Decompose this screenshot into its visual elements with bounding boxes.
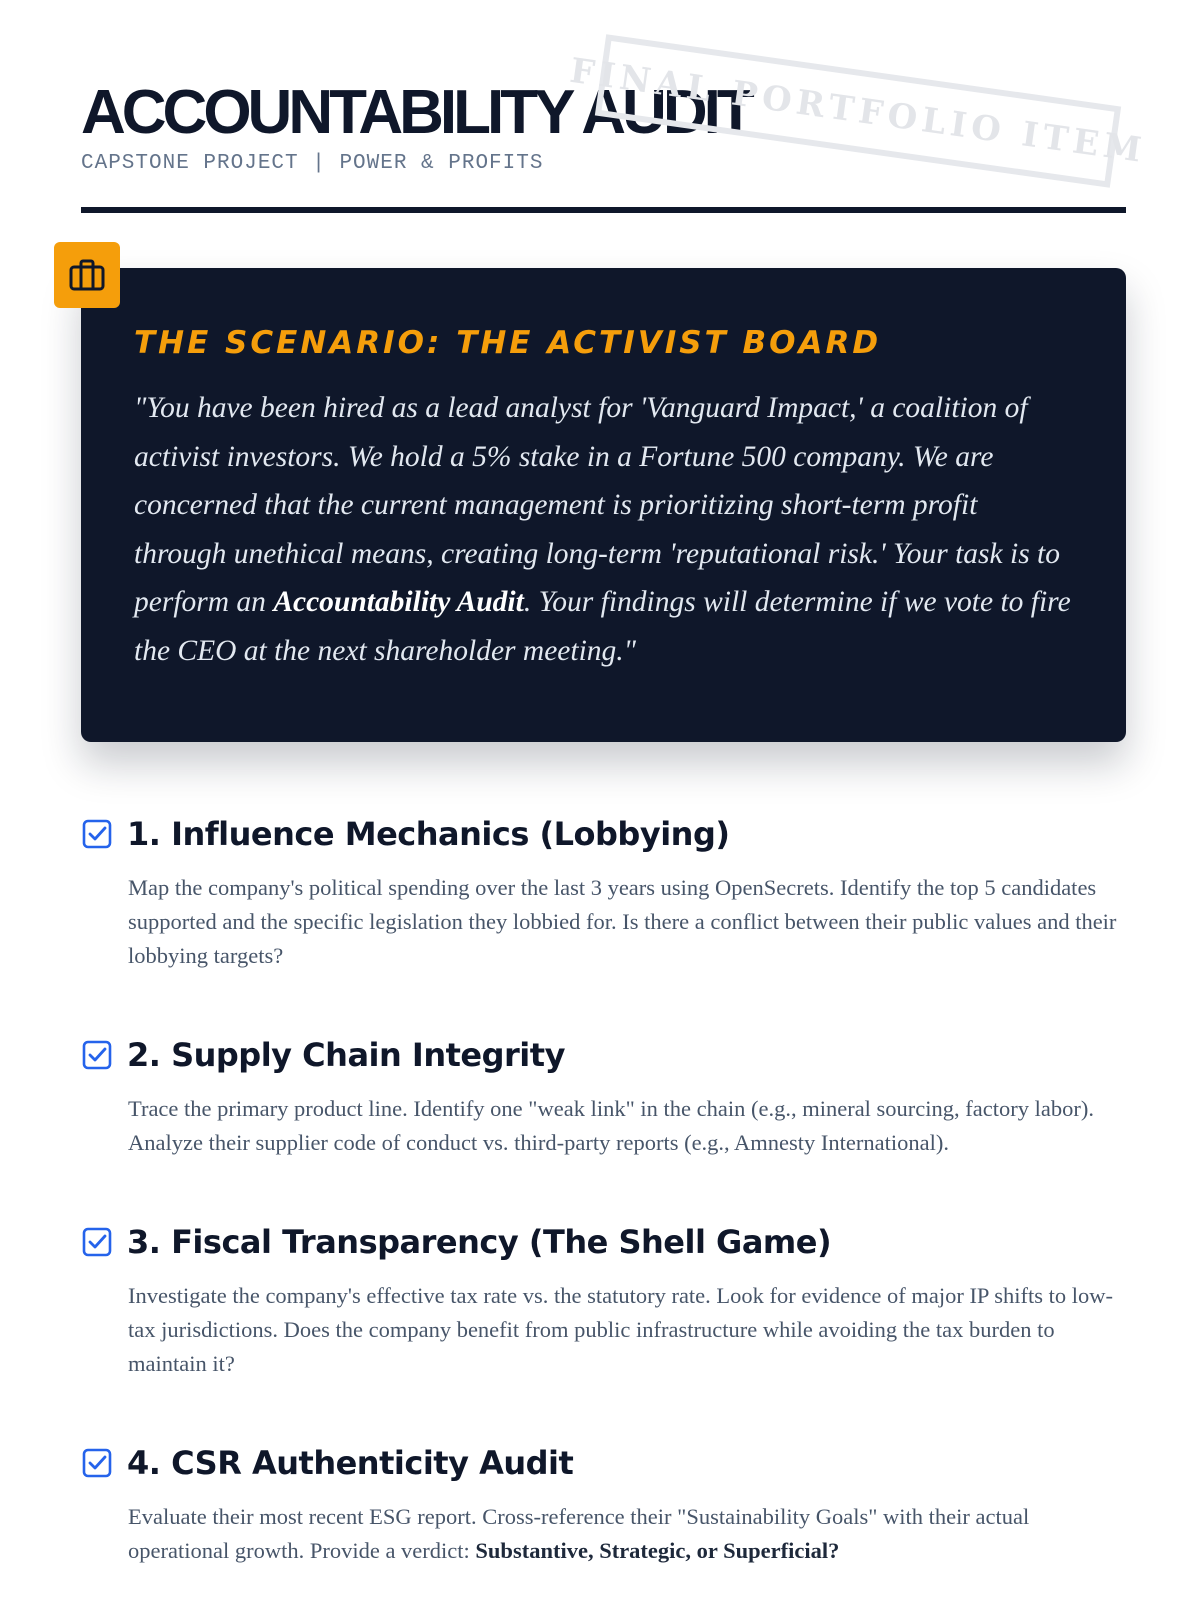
task-item-2 <box>81 1036 1126 1160</box>
scenario-badge <box>54 242 120 308</box>
stamp-text: FINAL PORTFOLIO ITEM <box>567 50 1149 172</box>
task-verdict-options: Substantive, Strategic, or Superficial? <box>475 1538 840 1563</box>
task-item-1 <box>81 815 1126 973</box>
checkbox-checked-icon <box>81 1039 113 1071</box>
header-divider <box>81 207 1126 213</box>
task-description-text: Evaluate their most recent ESG report. Cross-reference their "Sustainability Goals" with their actual operational growth. Provide a verdict: <box>128 1504 1030 1563</box>
page-subtitle: CAPSTONE PROJECT | POWER & PROFITS <box>81 152 544 175</box>
scenario-quote-part-1: "You have been hired as a lead analyst for 'Vanguard Impact,' a coalition of activist investors. We hold a 5% stake in a Fortune 500 company. We are concerned that the current management is prioritizing short-term profit through unethical means, creating long-term 'reputational risk.' Your task is to perform an <box>134 392 1060 619</box>
portfolio-stamp <box>567 34 1149 188</box>
task-title: 3. Fiscal Transparency (The Shell Game) <box>127 1223 832 1261</box>
checkbox-checked-icon <box>81 1226 113 1258</box>
task-title: 1. Influence Mechanics (Lobbying) <box>127 815 730 853</box>
task-title: 2. Supply Chain Integrity <box>127 1036 565 1074</box>
task-item-4 <box>81 1444 1126 1568</box>
checkbox-checked-icon <box>81 818 113 850</box>
task-item-3 <box>81 1223 1126 1381</box>
scenario-card <box>81 268 1126 742</box>
task-description: Trace the primary product line. Identify one "weak link" in the chain (e.g., mineral sourcing, factory labor). Analyze their supplier code of conduct vs. third-party reports (e.g., Amnesty International). <box>128 1096 1094 1155</box>
briefcase-icon <box>68 257 106 293</box>
scenario-quote <box>134 384 1074 675</box>
task-description: Investigate the company's effective tax rate vs. the statutory rate. Look for evidence of major IP shifts to low-tax jurisdictions. Does the company benefit from public infrastructure while avoiding the tax burden to maintain it? <box>128 1283 1113 1376</box>
scenario-quote-emphasis: Accountability Audit <box>273 586 524 619</box>
scenario-quote-part-2: . Your findings will determine if we vote to fire the CEO at the next shareholder meeting." <box>134 586 1071 667</box>
task-title: 4. CSR Authenticity Audit <box>127 1444 574 1482</box>
task-description <box>128 1500 1126 1568</box>
task-description: Map the company's political spending over the last 3 years using OpenSecrets. Identify the top 5 candidates supported and the specific legislation they lobbied for. Is there a conflict between their public values and their lobbying targets? <box>128 875 1117 968</box>
page-title: ACCOUNTABILITY AUDIT <box>81 78 751 147</box>
scenario-heading: THE SCENARIO: THE ACTIVIST BOARD <box>134 325 882 361</box>
checkbox-checked-icon <box>81 1447 113 1479</box>
